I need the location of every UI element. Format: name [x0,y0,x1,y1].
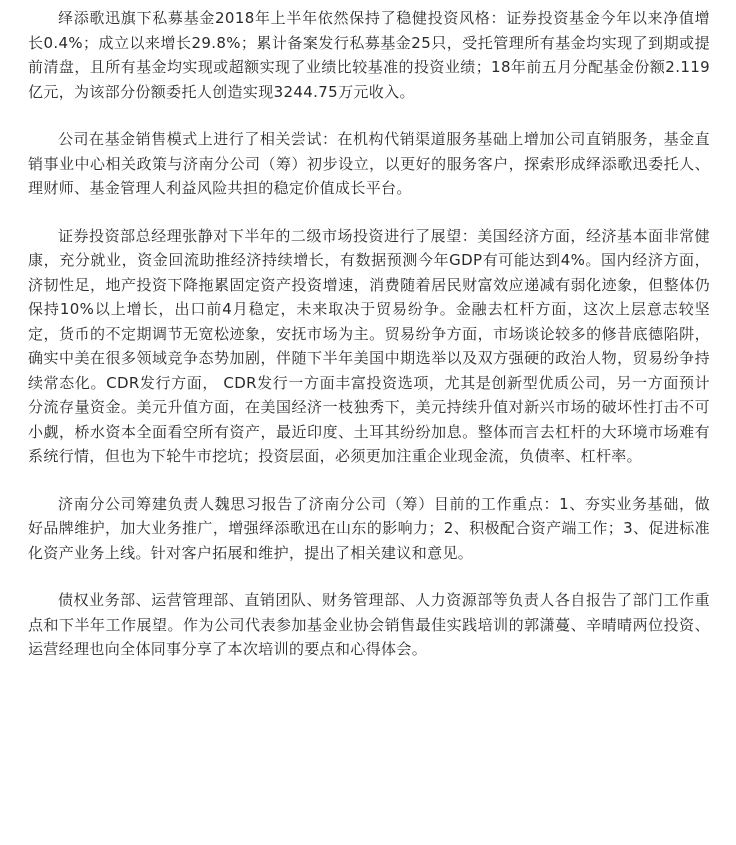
paragraph-private-fund-performance: 绎添歌迅旗下私募基金2018年上半年依然保持了稳健投资风格：证券投资基金今年以来净值增长0.4%；成立以来增长29.8%；累计备案发行私募基金25只，受托管理所有基金均实现了到期或提前清盘，且所有基金均实现或超额实现了业绩比较基准的投资业绩；18年前五月分配基金份额2.119亿元，为该部分份额委托人创造实现3244.75万元收入。 [28,9,710,101]
paragraph-jinan-branch: 济南分公司筹建负责人魏思习报告了济南分公司（筹）目前的工作重点：1、夯实业务基础，做好品牌维护，加大业务推广，增强绎添歌迅在山东的影响力；2、积极配合资产端工作；3、促进标准化资产业务上线。针对客户拓展和维护，提出了相关建议和意见。 [28,494,710,562]
paragraph-department-reports: 债权业务部、运营管理部、直销团队、财务管理部、人力资源部等负责人各自报告了部门工作重点和下半年工作展望。作为公司代表参加基金业协会销售最佳实践培训的郭潇蔓、辛晴晴两位投资、运营经理也向全体同事分享了本次培训的要点和心得体会。 [28,591,710,658]
paragraph-market-outlook: 证券投资部总经理张静对下半年的二级市场投资进行了展望：美国经济方面，经济基本面非常健康，充分就业，资金回流助推经济持续增长，有数据预测今年GDP有可能达到4%。国内经济方面，济韧性足，地产投资下降拖累固定资产投资增速，消费随着居民财富效应递减有弱化迹象，但整体仍保持10%以上增长，出口前4月稳定，未来取决于贸易纷争。金融去杠杆方面，这次上层意志较坚定，货币的不定期调节无宽松迹象，安抚市场为主。贸易纷争方面，市场谈论较多的修昔底德陷阱，确实中美在很多领域竞争态势加剧，伴随下半年美国中期选举以及双方强硬的政治人物，贸易纷争持续常态化。CDR发行方面， CDR发行一方面丰富投资选项，尤其是创新型优质公司，另一方面预计分流存量资金。美元升值方面，在美国经济一枝独秀下，美元持续升值对新兴市场的破坏性打击不可小觑，桥水资本全面看空所有资产，最近印度、土耳其纷纷加息。整体而言去杠杆的大环境市场难有系统行情，但也为下轮牛市挖坑；投资层面，必须更加注重企业现金流，负债率、杠杆率。 [28,226,710,465]
article-body [28,6,710,685]
paragraph-fund-sales-model: 公司在基金销售模式上进行了相关尝试：在机构代销渠道服务基础上增加公司直销服务，基金直销事业中心相关政策与济南分公司（筹）初步设立，以更好的服务客户，探索形成绎添歌迅委托人、理财师、基金管理人利益风险共担的稳定价值成长平台。 [28,130,710,197]
